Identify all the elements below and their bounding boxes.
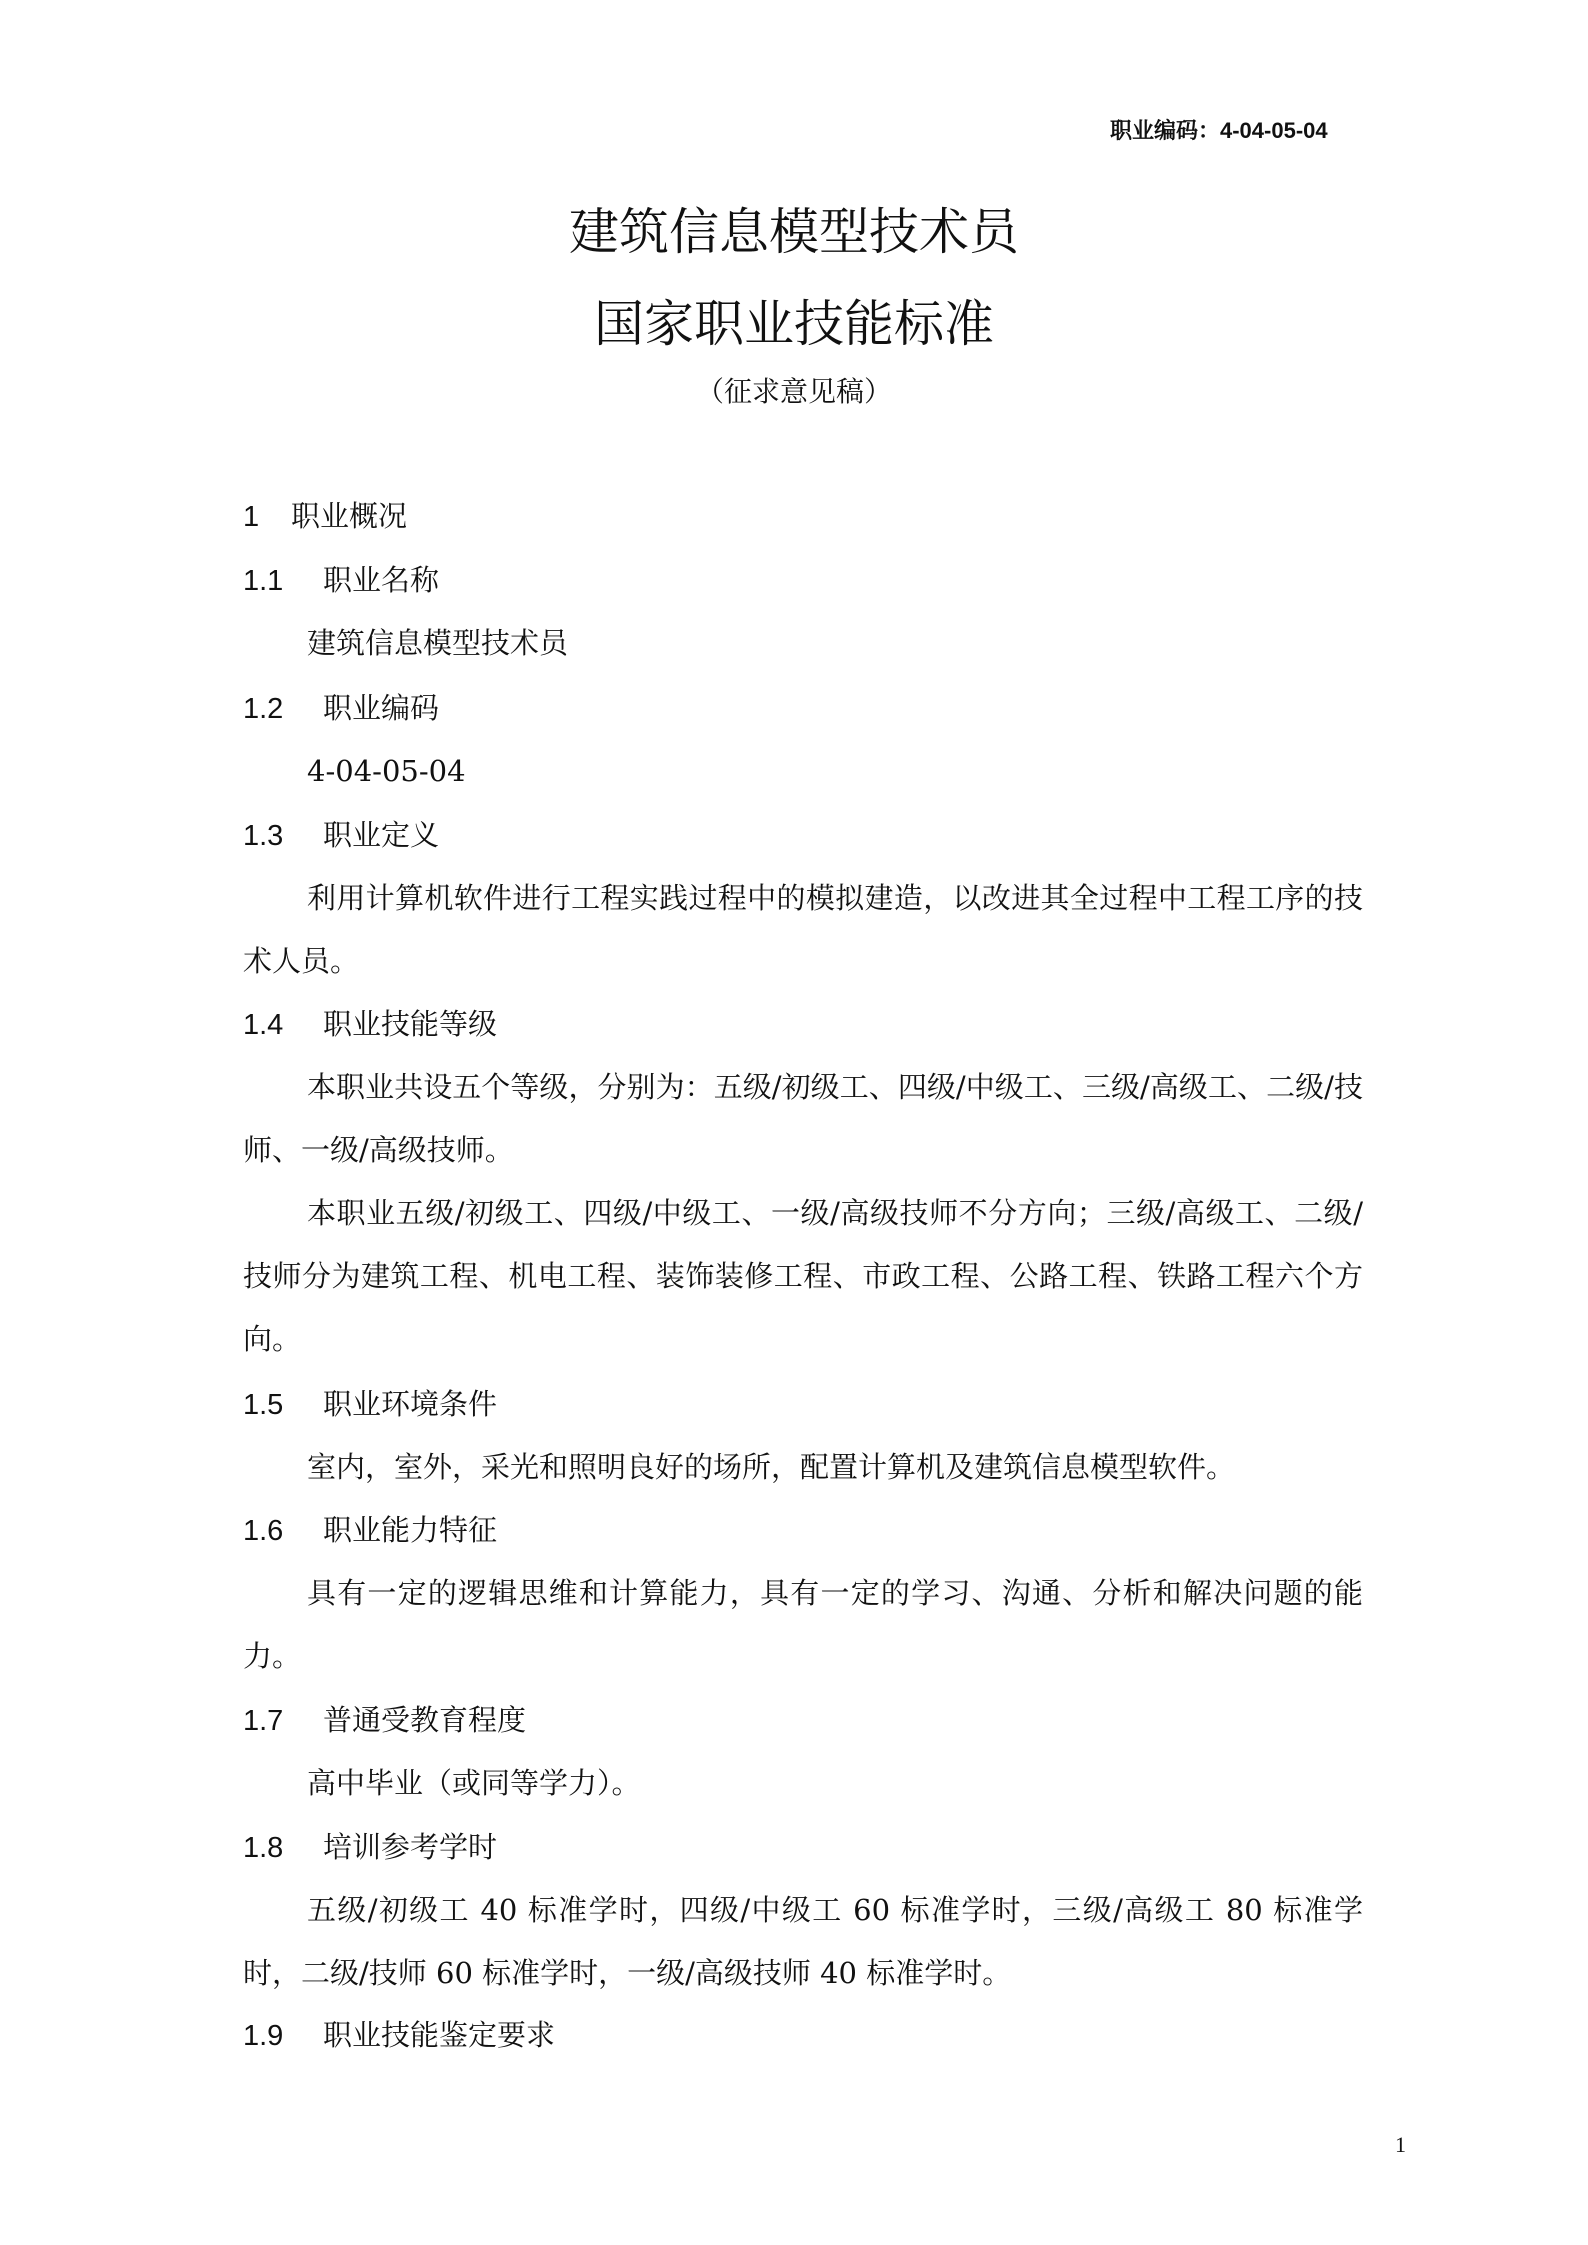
section-heading-1 [243,496,407,537]
section-title: 职业定义 [323,818,440,852]
paragraph-training-hours: 五级/初级工 40 标准学时，四级/中级工 60 标准学时，三级/高级工 80 标准学时，二级/技师 60 标准学时，一级/高级技师 40 标准学时。 [243,1893,1363,1990]
section-title: 培训参考学时 [323,1830,498,1864]
section-number: 1.7 [243,1705,284,1737]
paragraph-ability-features: 具有一定的逻辑思维和计算能力，具有一定的学习、沟通、分析和解决问题的能力。 [243,1576,1363,1673]
section-number: 1.1 [243,565,284,597]
section-number: 1.4 [243,1009,284,1041]
document-title-line1: 建筑信息模型技术员 [569,203,1019,261]
paragraph-occupation-code: 4-04-05-04 [307,754,466,788]
section-heading-1-2 [243,688,439,729]
section-title: 职业环境条件 [323,1387,498,1421]
occupation-code-header: 职业编码：4-04-05-04 [1110,118,1328,143]
section-heading-1-9 [243,2015,555,2056]
section-title: 普通受教育程度 [323,1703,527,1737]
section-title: 职业能力特征 [323,1513,498,1547]
section-number: 1.5 [243,1389,284,1421]
section-title: 职业编码 [323,691,440,725]
section-number: 1.2 [243,693,284,725]
section-heading-1-3 [243,815,439,856]
section-heading-1-8 [243,1827,497,1868]
page-number: 1 [1395,2132,1406,2157]
paragraph-work-environment: 室内，室外，采光和照明良好的场所，配置计算机及建筑信息模型软件。 [307,1450,1236,1484]
paragraph-education-level: 高中毕业（或同等学力）。 [307,1766,641,1800]
section-number: 1.3 [243,820,284,852]
paragraph-occupation-name: 建筑信息模型技术员 [307,626,569,660]
section-number: 1 [243,501,260,533]
paragraph-occupation-definition: 利用计算机软件进行工程实践过程中的模拟建造，以改进其全过程中工程工序的技术人员。 [243,881,1363,978]
paragraph-skill-levels: 本职业共设五个等级，分别为：五级/初级工、四级/中级工、三级/高级工、二级/技师、一级/高级技师。 [243,1070,1363,1167]
section-heading-1-1 [243,560,439,601]
section-heading-1-6 [243,1510,497,1551]
section-number: 1.8 [243,1832,284,1864]
section-title: 职业概况 [291,499,408,533]
document-title-line2: 国家职业技能标准 [594,295,994,353]
paragraph-skill-directions: 本职业五级/初级工、四级/中级工、一级/高级技师不分方向；三级/高级工、二级/技师分为建筑工程、机电工程、装饰装修工程、市政工程、公路工程、铁路工程六个方向。 [243,1196,1363,1356]
section-title: 职业技能等级 [323,1007,498,1041]
section-title: 职业技能鉴定要求 [323,2018,556,2052]
section-number: 1.6 [243,1515,284,1547]
document-subtitle: （征求意见稿） [695,375,892,408]
section-title: 职业名称 [323,563,440,597]
section-heading-1-7 [243,1700,526,1741]
section-number: 1.9 [243,2020,284,2052]
section-heading-1-4 [243,1004,497,1045]
section-heading-1-5 [243,1384,497,1425]
